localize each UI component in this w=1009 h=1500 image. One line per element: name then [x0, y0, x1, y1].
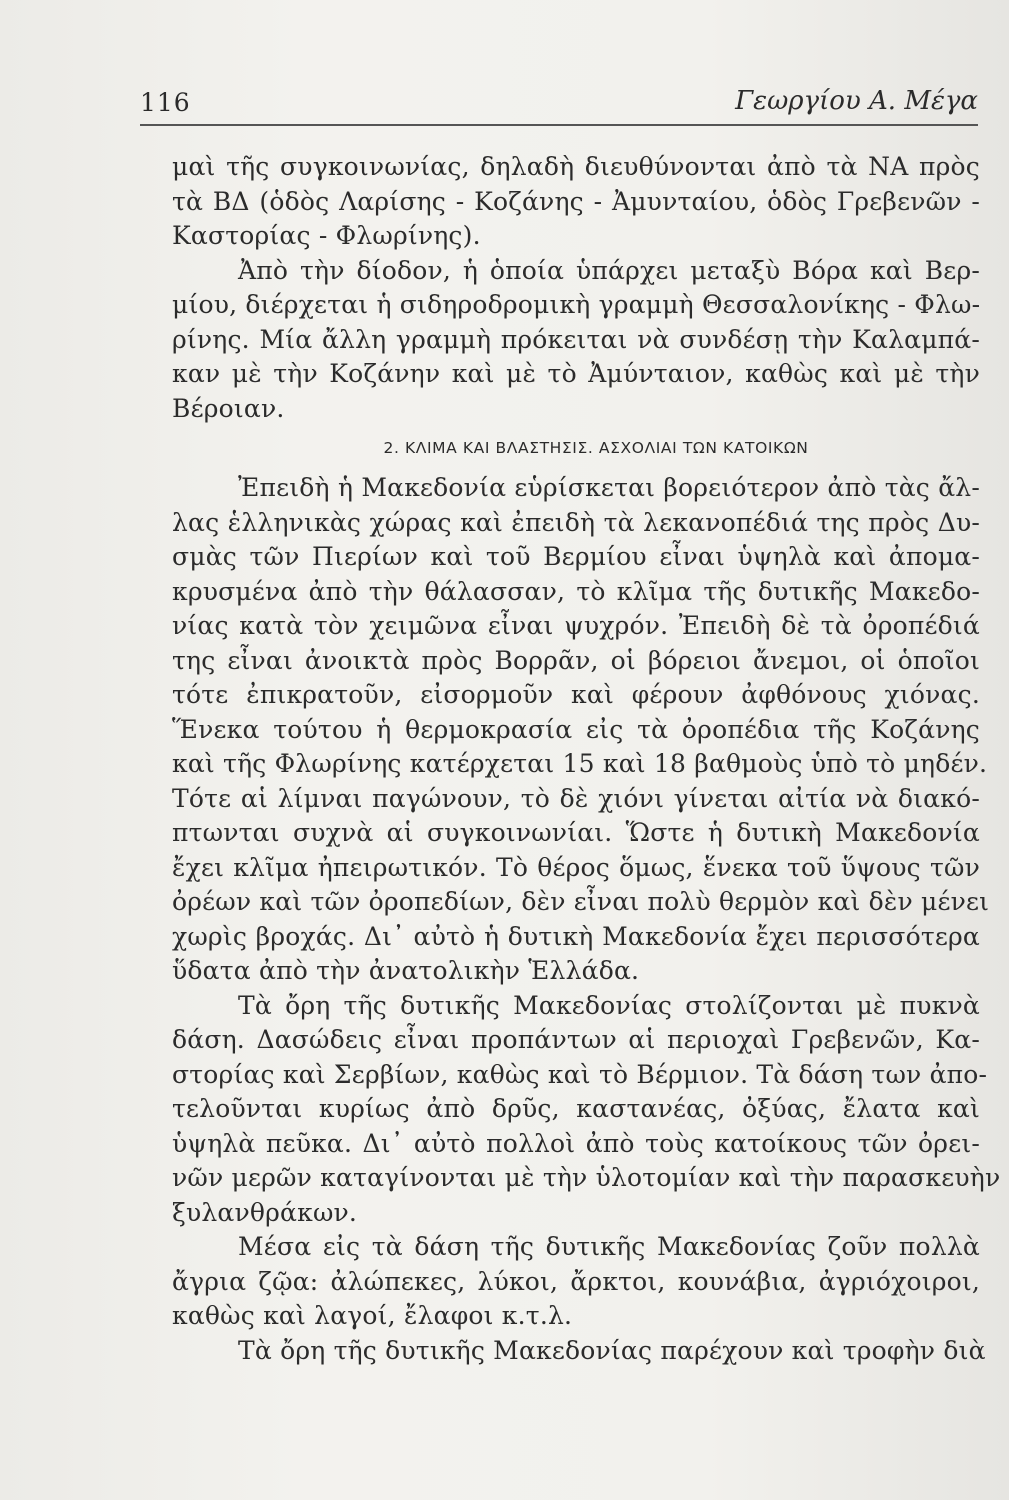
text-line: Τότε αἱ λίμναι παγώνουν, τὸ δὲ χιόνι γίνεται αἰτία νὰ διακό-: [172, 783, 980, 813]
text-line: Ἀπὸ τὴν δίοδον, ἡ ὁποία ὑπάρχει μεταξὺ Βόρα καὶ Βερ-: [238, 255, 980, 285]
page-number: 116: [140, 88, 191, 117]
text-line: Καστορίας - Φλωρίνης).: [172, 221, 481, 250]
running-head: Γεωργίου Α. Μέγα: [735, 86, 978, 116]
text-line: σμὰς τῶν Πιερίων καὶ τοῦ Βερμίου εἶναι ὑψηλὰ καὶ ἀπομα-: [172, 542, 980, 571]
text-line: ἔχει κλῖμα ἠπειρωτικόν. Τὸ θέρος ὅμως, ἕνεκα τοῦ ὕψους τῶν: [172, 852, 980, 882]
text-line: καθὼς καὶ λαγοί, ἔλαφοι κ.τ.λ.: [172, 1301, 573, 1330]
text-line: δάση. Δασώδεις εἶναι προπάντων αἱ περιοχαὶ Γρεβενῶν, Κα-: [172, 1025, 980, 1054]
text-line: κρυσμένα ἀπὸ τὴν θάλασσαν, τὸ κλῖμα τῆς δυτικῆς Μακεδο-: [172, 576, 980, 606]
text-line: τὰ ΒΔ (ὁδὸς Λαρίσης - Κοζάνης - Ἀμυνταίου, ὁδὸς Γρεβενῶν -: [172, 186, 980, 216]
paragraph: [172, 989, 1001, 1231]
text-line: ὀρέων καὶ τῶν ὀροπεδίων, δὲν εἶναι πολὺ θερμὸν καὶ δὲν μένει: [172, 887, 990, 916]
text-line: στορίας καὶ Σερβίων, καθὼς καὶ τὸ Βέρμιον. Τὰ δάση των ἀπο-: [172, 1059, 988, 1089]
page-body: [172, 150, 1001, 1368]
text-line: Βέροιαν.: [172, 393, 285, 423]
paragraph: [172, 471, 990, 989]
text-line: λας ἑλληνικὰς χώρας καὶ ἐπειδὴ τὰ λεκανοπέδιά της πρὸς Δυ-: [172, 507, 980, 537]
text-line: ρίνης. Μία ἄλλη γραμμὴ πρόκειται νὰ συνδέσῃ τὴν Καλαμπά-: [172, 324, 980, 354]
text-line: ὕδατα ἀπὸ τὴν ἀνατολικὴν Ἑλλάδα.: [172, 956, 640, 985]
paragraph: [172, 150, 980, 254]
text-line: ξυλανθράκων.: [172, 1197, 358, 1227]
text-line: Ἕνεκα τούτου ἡ θερμοκρασία εἰς τὰ ὀροπέδια τῆς Κοζάνης: [172, 714, 980, 744]
text-line: ὑψηλὰ πεῦκα. Δι᾽ αὐτὸ πολλοὶ ἀπὸ τοὺς κατοίκους τῶν ὀρει-: [172, 1128, 980, 1158]
text-line: Ἐπειδὴ ἡ Μακεδονία εὑρίσκεται βορειότερον ἀπὸ τὰς ἄλ-: [238, 473, 980, 502]
text-line: μαὶ τῆς συγκοινωνίας, δηλαδὴ διευθύνονται ἀπὸ τὰ ΝΑ πρὸς: [172, 152, 980, 181]
paragraph: [172, 1334, 986, 1369]
page-header: [140, 84, 978, 124]
text-line: Τὰ ὄρη τῆς δυτικῆς Μακεδονίας στολίζονται μὲ πυκνὰ: [238, 990, 980, 1020]
text-line: Τὰ ὄρη τῆς δυτικῆς Μακεδονίας παρέχουν καὶ τροφὴν διὰ: [238, 1335, 986, 1365]
text-line: ἄγρια ζῷα: ἀλώπεκες, λύκοι, ἄρκτοι, κουνάβια, ἀγριόχοιροι,: [172, 1266, 980, 1296]
text-line: μίου, διέρχεται ἡ σιδηροδρομικὴ γραμμὴ Θεσσαλονίκης - Φλω-: [172, 290, 981, 319]
text-line: Μέσα εἰς τὰ δάση τῆς δυτικῆς Μακεδονίας ζοῦν πολλὰ: [238, 1232, 980, 1261]
paragraph: [172, 254, 980, 427]
text-line: τότε ἐπικρατοῦν, εἰσορμοῦν καὶ φέρουν ἀφθόνους χιόνας.: [172, 680, 980, 709]
text-line: καν μὲ τὴν Κοζάνην καὶ μὲ τὸ Ἀμύνταιον, καθὼς καὶ μὲ τὴν: [172, 359, 980, 388]
text-line: νῶν μερῶν καταγίνονται μὲ τὴν ὑλοτομίαν καὶ τὴν παρασκευὴν: [172, 1163, 1001, 1192]
text-line: τελοῦνται κυρίως ἀπὸ δρῦς, καστανέας, ὀξύας, ἔλατα καὶ: [172, 1094, 980, 1123]
text-line: χωρὶς βροχάς. Δι᾽ αὐτὸ ἡ δυτικὴ Μακεδονία ἔχει περισσότερα: [172, 921, 980, 951]
text-line: πτωνται συχνὰ αἱ συγκοινωνίαι. Ὥστε ἡ δυτικὴ Μακεδονία: [172, 818, 980, 847]
section-heading: 2. ΚΛΙΜΑ ΚΑΙ ΒΛΑΣΤΗΣΙΣ. ΑΣΧΟΛΙΑΙ ΤΩΝ ΚΑΤΟΙΚΩΝ: [383, 439, 809, 457]
paragraph: [172, 1230, 980, 1334]
text-line: της εἶναι ἀνοικτὰ πρὸς Βορρᾶν, οἱ βόρειοι ἄνεμοι, οἱ ὁποῖοι: [172, 645, 980, 675]
header-rule: [140, 124, 978, 126]
text-line: καὶ τῆς Φλωρίνης κατέρχεται 15 καὶ 18 βαθμοὺς ὑπὸ τὸ μηδέν.: [172, 749, 988, 778]
text-line: νίας κατὰ τὸν χειμῶνα εἶναι ψυχρόν. Ἐπειδὴ δὲ τὰ ὀροπέδιά: [172, 611, 980, 640]
